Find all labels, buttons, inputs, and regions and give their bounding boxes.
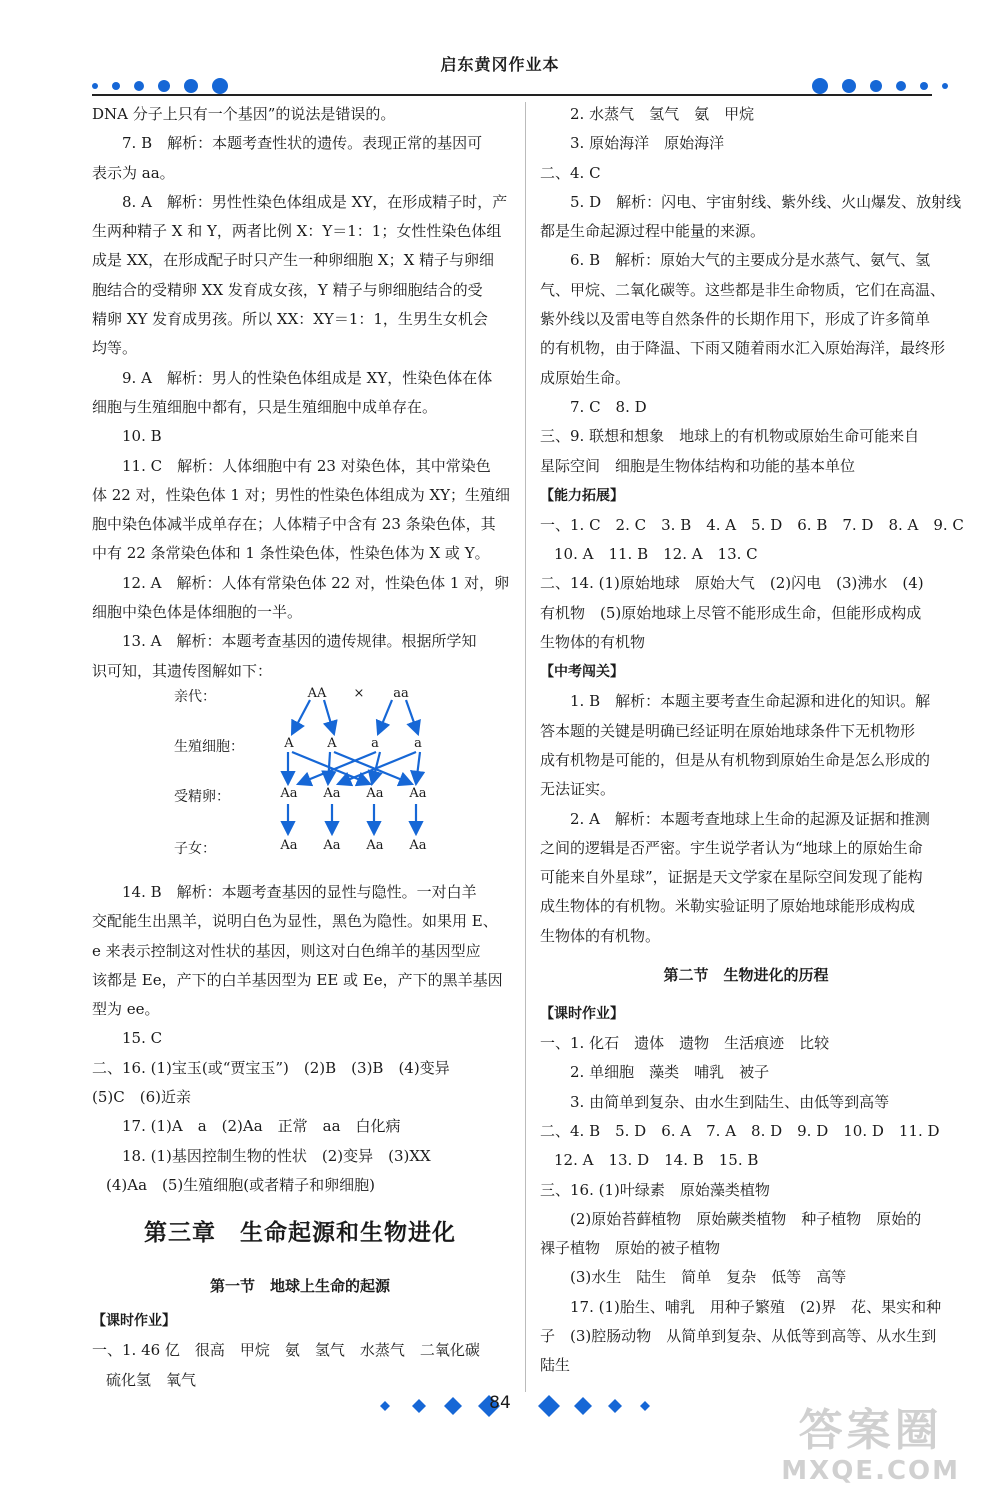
zygote: Aa [366, 785, 384, 801]
arrow [324, 700, 334, 734]
text-line: 成有机物是可能的，但是从有机物到原始生命是怎么形成的 [540, 750, 931, 769]
text-line: 成原始生命。 [540, 368, 631, 387]
answer-3: 3. 原始海洋 原始海洋 [570, 134, 725, 153]
answer-1: 一、1. 化石 遗体 遗物 生活痕迹 比较 [540, 1034, 830, 1053]
answer-15: 15. C [122, 1029, 163, 1048]
arrow [338, 752, 416, 784]
answer-row: 12. A 13. D 14. B 15. B [554, 1151, 759, 1170]
parent-genotype: aa [393, 685, 409, 701]
text-line: 精卵 XY 发育成男孩。所以 XX：XY＝1：1，生男生女机会 [92, 310, 488, 329]
text-line: 之间的逻辑是否严密。宇生说学者认为“地球上的原始生命 [540, 838, 923, 857]
text-line: 细胞与生殖细胞中都有，只是生殖细胞中成单存在。 [92, 397, 438, 416]
answer-14: 14. B 解析：本题考查基因的显性与隐性。一对白羊 [122, 882, 477, 901]
column-divider [525, 102, 526, 1392]
text-line: 无法证实。 [540, 780, 616, 799]
text-line: 体 22 对，性染色体 1 对；男性的性染色体组成为 XY；生殖细 [92, 485, 511, 504]
arrow [292, 700, 310, 734]
text-line: (4)Aa (5)生殖细胞(或者精子和卵细胞) [106, 1175, 375, 1194]
text-line: 成生物体的有机物。米勒实验证明了原始地球能形成构成 [540, 897, 916, 916]
cross-symbol: × [353, 685, 365, 701]
gamete: A [327, 735, 337, 751]
header-dots-left [92, 76, 232, 96]
arrow [328, 752, 330, 784]
label-zygotes: 受精卵： [174, 788, 230, 805]
text-line: 胞中染色体减半成单存在；人体精子中含有 23 条染色体，其 [92, 515, 496, 534]
text-line: 成是 XX，在形成配子时只产生一种卵细胞 X；X 精子与卵细 [92, 251, 495, 270]
section-label: 【课时作业】 [540, 1006, 624, 1023]
answer-1: 1. B 解析：本题主要考查生命起源和进化的知识。解 [570, 692, 931, 711]
answer-13: 13. A 解析：本题考查基因的遗传规律。根据所学知 [122, 632, 477, 651]
text-line: 硫化氢 氧气 [106, 1370, 197, 1389]
text-line: 表示为 aa。 [92, 163, 175, 182]
answer-2: 2. 水蒸气 氢气 氨 甲烷 [570, 105, 755, 123]
offspring: Aa [280, 837, 298, 853]
arrow [298, 752, 376, 784]
answer-7-8: 7. C 8. D [570, 397, 647, 416]
answer-10: 10. B [122, 427, 162, 446]
label-gametes: 生殖细胞： [174, 738, 244, 755]
text-line: 的有机物，由于降温、下雨又随着雨水汇入原始海洋，最终形 [540, 339, 946, 358]
arrow [292, 752, 370, 784]
text-line: 生物体的有机物。 [540, 926, 661, 945]
text-line: 识可知，其遗传图解如下： [92, 661, 273, 680]
answer-8: 8. A 解析：男性性染色体组成是 XY，在形成精子时，产 [122, 192, 508, 211]
section-label: 【课时作业】 [92, 1313, 176, 1330]
answer-16: 二、16. (1)宝玉(或“贾宝玉”) (2)B (3)B (4)变异 [92, 1058, 450, 1077]
section-title: 第一节 地球上生命的起源 [209, 1277, 390, 1296]
text-line: 都是生命起源过程中能量的来源。 [540, 222, 766, 241]
answer-9: 三、9. 联想和想象 地球上的有机物或原始生命可能来自 [540, 427, 920, 446]
zygote: Aa [409, 785, 427, 801]
text-line: DNA 分子上只有一个基因”的说法是错误的。 [92, 105, 396, 123]
text-line: 中有 22 条常染色体和 1 条性染色体，性染色体为 X 或 Y。 [92, 544, 490, 563]
answer-18: 18. (1)基因控制生物的性状 (2)变异 (3)XX [122, 1146, 431, 1165]
text-line: 生物体的有机物 [540, 633, 646, 652]
watermark-url: MXQE.COM [781, 1456, 960, 1486]
answer-4: 二、4. C [540, 163, 601, 182]
text-line: 细胞中染色体是体细胞的一半。 [92, 603, 303, 622]
right-column [540, 100, 964, 1381]
answer-16: 三、16. (1)叶绿素 原始藻类植物 [540, 1180, 770, 1199]
label-offspring: 子女： [174, 840, 216, 857]
answer-5: 5. D 解析：闪电、宇宙射线、紫外线、火山爆发、放射线 [570, 192, 962, 211]
text-line: 子 (3)腔肠动物 从简单到复杂、从低等到高等、从水生到 [540, 1326, 937, 1345]
zygote: Aa [280, 785, 298, 801]
answer-12: 12. A 解析：人体有常染色体 22 对，性染色体 1 对，卵 [122, 573, 510, 592]
text-line: e 来表示控制这对性状的基因，则这对白色绵羊的基因型应 [92, 941, 481, 960]
answer-2: 2. A 解析：本题考查地球上生命的起源及证据和推测 [570, 809, 930, 828]
text-line: (5)C (6)近亲 [92, 1088, 191, 1107]
header-dots-right [812, 76, 952, 96]
offspring: Aa [323, 837, 341, 853]
text-line: 星际空间 细胞是生物体结构和功能的基本单位 [540, 456, 856, 475]
answer-17: 17. (1)A a (2)Aa 正常 aa 白化病 [122, 1117, 401, 1136]
answer-row: 一、1. C 2. C 3. B 4. A 5. D 6. B 7. D 8. A 9. C [540, 515, 964, 534]
offspring: Aa [366, 837, 384, 853]
text-line: 紫外线以及雷电等自然条件的长期作用下，形成了许多简单 [540, 310, 931, 329]
header-title: 启东黄冈作业本 [440, 55, 560, 74]
text-line: 气、甲烷、二氧化碳等。这些都是非生命物质，它们在高温、 [540, 280, 946, 299]
answer-9: 9. A 解析：男人的性染色体组成是 XY，性染色体在体 [122, 368, 493, 387]
answer-1: 一、1. 46 亿 很高 甲烷 氨 氢气 水蒸气 二氧化碳 [92, 1341, 480, 1360]
left-column [92, 100, 511, 1395]
offspring: Aa [409, 837, 427, 853]
answer-row: 10. A 11. B 12. A 13. C [554, 545, 758, 564]
answer-6: 6. B 解析：原始大气的主要成分是水蒸气、氨气、氢 [570, 251, 931, 270]
chapter-title: 第三章 生命起源和生物进化 [144, 1220, 456, 1247]
parent-genotype: AA [307, 685, 327, 701]
watermark-text: 答案圈 [798, 1405, 943, 1456]
arrow [378, 700, 392, 734]
answer-7: 7. B 解析：本题考查性状的遗传。表现正常的基因可 [122, 134, 483, 153]
watermark [781, 1406, 960, 1486]
gamete: A [284, 735, 294, 751]
answer-17: 17. (1)胎生、哺乳 用种子繁殖 (2)界 花、果实和种 [570, 1297, 942, 1316]
text-line: 有机物 (5)原始地球上尽管不能形成生命，但能形成构成 [540, 603, 922, 622]
header-rule [92, 94, 932, 96]
gamete: a [414, 735, 422, 751]
text-line: 答本题的关键是明确已经证明在原始地球条件下无机物形 [540, 721, 916, 740]
arrow [416, 752, 420, 784]
page-number: 84 [489, 1393, 511, 1413]
answer-row: 二、4. B 5. D 6. A 7. A 8. D 9. D 10. D 11. D [540, 1121, 940, 1140]
zygote: Aa [323, 785, 341, 801]
arrow [406, 700, 418, 734]
gamete: a [371, 735, 379, 751]
text-line: 均等。 [92, 339, 138, 358]
section-title: 第二节 生物进化的历程 [663, 966, 829, 985]
section-label: 【能力拓展】 [540, 487, 624, 504]
text-line: 型为 ee。 [92, 1000, 160, 1019]
text-line: 该都是 Ee，产下的白羊基因型为 EE 或 Ee，产下的黑羊基因 [92, 970, 503, 989]
label-parents: 亲代： [174, 688, 216, 705]
text-line: (2)原始苔藓植物 原始蕨类植物 种子植物 原始的 [570, 1209, 922, 1228]
text-line: 裸子植物 原始的被子植物 [540, 1239, 721, 1258]
section-label: 【中考闯关】 [540, 664, 624, 681]
text-line: (3)水生 陆生 简单 复杂 低等 高等 [570, 1268, 847, 1287]
text-line: 胞结合的受精卵 XX 发育成女孩，Y 精子与卵细胞结合的受 [92, 280, 483, 299]
text-line: 可能来自外星球”，证据是天文学家在星际空间发现了能构 [540, 868, 923, 887]
text-line: 交配能生出黑羊，说明白色为显性，黑色为隐性。如果用 E、 [92, 912, 498, 931]
text-line: 生两种精子 X 和 Y，两者比例 X：Y＝1：1；女性性染色体组 [92, 222, 502, 241]
answer-14: 二、14. (1)原始地球 原始大气 (2)闪电 (3)沸水 (4) [540, 574, 924, 593]
genetic-diagram [92, 686, 508, 878]
answer-3: 3. 由简单到复杂、由水生到陆生、由低等到高等 [570, 1092, 890, 1111]
answer-11: 11. C 解析：人体细胞中有 23 对染色体，其中常染色 [122, 456, 491, 475]
text-line: 陆生 [540, 1356, 571, 1375]
answer-2: 2. 单细胞 藻类 哺乳 被子 [570, 1063, 770, 1082]
